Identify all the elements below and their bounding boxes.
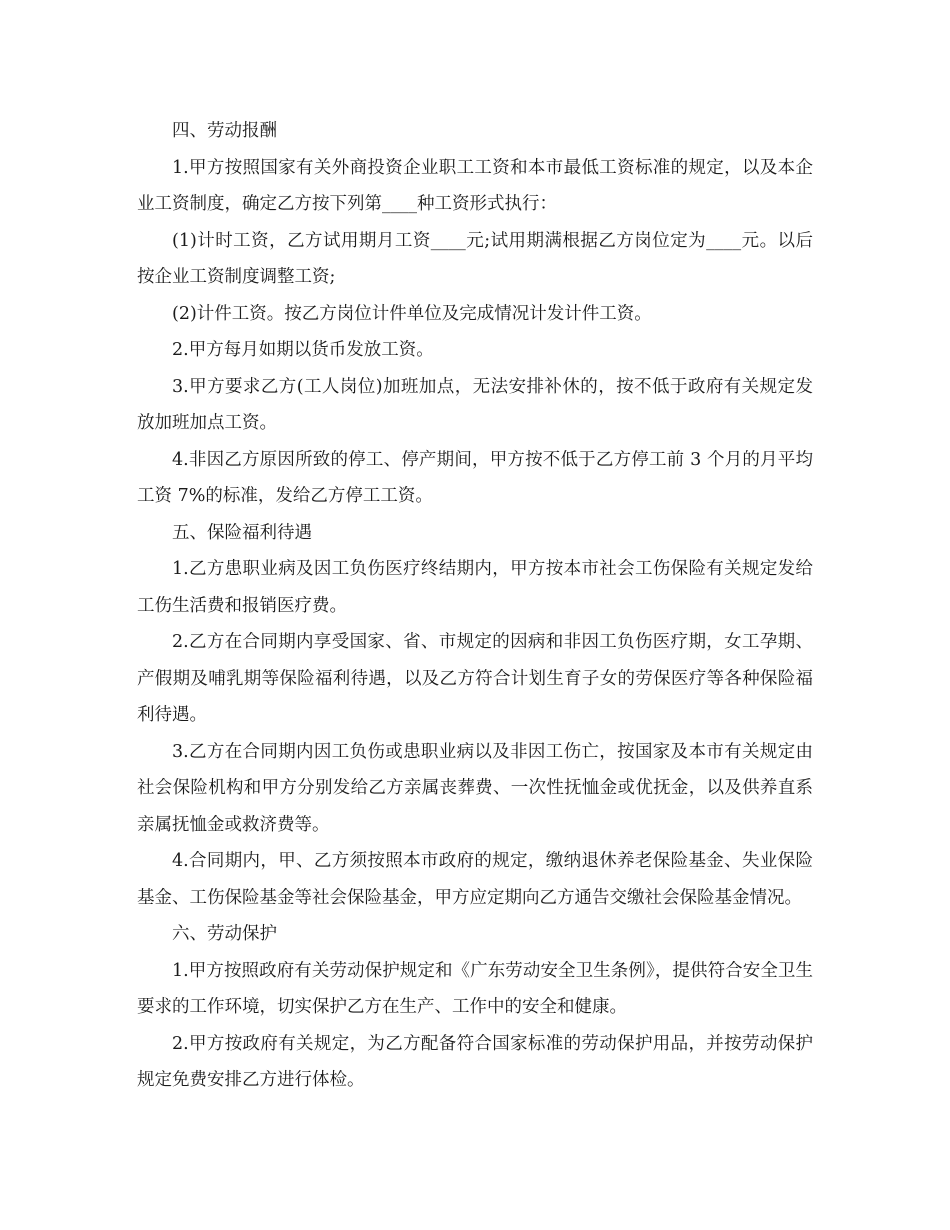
- paragraph: 3.乙方在合同期内因工负伤或患职业病以及非因工伤亡，按国家及本市有关规定由社会保险机构和甲方分别发给乙方亲属丧葬费、一次性抚恤金或优抚金，以及供养直系亲属抚恤金或救济费等。: [137, 741, 813, 835]
- paragraph: 1.甲方按照国家有关外商投资企业职工工资和本市最低工资标准的规定，以及本企业工资制度，确定乙方按下列第____种工资形式执行：: [137, 157, 813, 214]
- section-labor-protection: [137, 916, 813, 1099]
- section-labor-remuneration: [137, 113, 813, 515]
- paragraph: 2.甲方每月如期以货币发放工资。: [172, 340, 434, 360]
- paragraph: 2.乙方在合同期内享受国家、省、市规定的因病和非因工负伤医疗期，女工孕期、产假期及哺乳期等保险福利待遇，以及乙方符合计划生育子女的劳保医疗等各种保险福利待遇。: [137, 632, 813, 725]
- paragraph: (1)计时工资，乙方试用期月工资____元;试用期满根据乙方岗位定为____元。以后按企业工资制度调整工资;: [137, 230, 813, 287]
- paragraph: 4.合同期内，甲、乙方须按照本市政府的规定，缴纳退休养老保险基金、失业保险基金、工伤保险基金等社会保险基金，甲方应定期向乙方通告交缴社会保险基金情况。: [137, 851, 813, 908]
- paragraph: (2)计件工资。按乙方岗位计件单位及完成情况计发计件工资。: [172, 303, 652, 324]
- document-page: [137, 113, 813, 1099]
- section-insurance-welfare: [137, 515, 813, 917]
- section-heading: 五、保险福利待遇: [172, 522, 312, 543]
- section-heading: 四、劳动报酬: [172, 121, 277, 141]
- paragraph: 2.甲方按政府有关规定，为乙方配备符合国家标准的劳动保护用品，并按劳动保护规定免费安排乙方进行体检。: [137, 1033, 813, 1090]
- paragraph: 1.甲方按照政府有关劳动保护规定和《广东劳动安全卫生条例》，提供符合安全卫生要求的工作环境，切实保护乙方在生产、工作中的安全和健康。: [137, 960, 813, 1017]
- paragraph: 1.乙方患职业病及因工负伤医疗终结期内，甲方按本市社会工伤保险有关规定发给工伤生活费和报销医疗费。: [137, 559, 813, 616]
- paragraph: 4.非因乙方原因所致的停工、停产期间，甲方按不低于乙方停工前 3 个月的月平均工资 7%的标准，发给乙方停工工资。: [137, 449, 813, 506]
- paragraph: 3.甲方要求乙方(工人岗位)加班加点，无法安排补休的，按不低于政府有关规定发放加班加点工资。: [137, 376, 813, 433]
- section-heading: 六、劳动保护: [172, 924, 277, 944]
